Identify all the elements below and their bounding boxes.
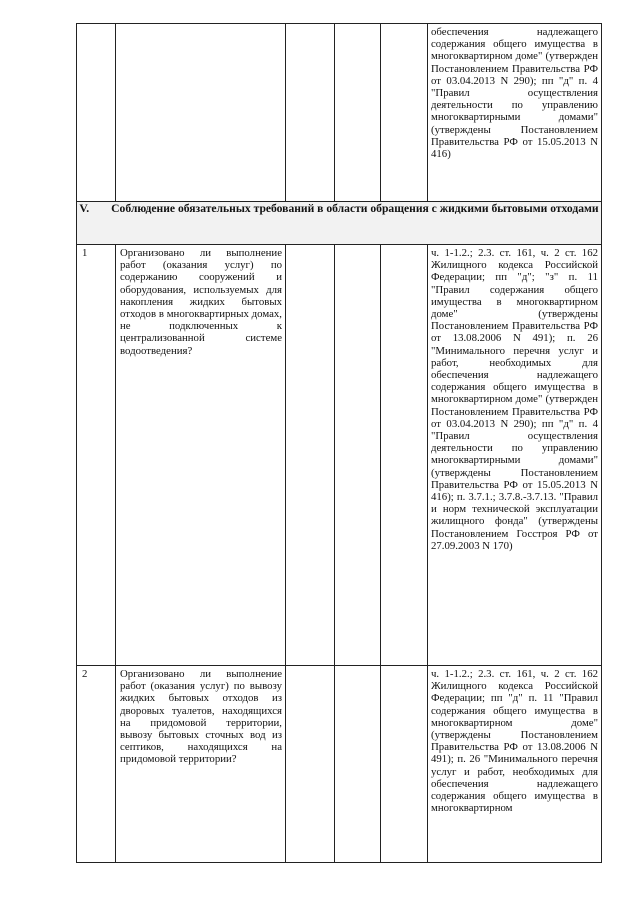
table-row (77, 666, 602, 863)
legal-reference-cell (428, 24, 602, 202)
table-row (77, 24, 602, 202)
table-row (77, 245, 602, 666)
answer-yes-cell[interactable] (286, 666, 335, 863)
question-cell (116, 245, 286, 666)
legal-reference-cell (428, 245, 602, 666)
answer-yes-cell (286, 24, 335, 202)
answer-no-cell[interactable] (335, 245, 381, 666)
legal-reference-text: обеспечения надлежащего содержания общего имущества в многоквартирном доме" (утвержден Постановлением Правительства РФ от 03.04.2013 N 290); пп "д" п. 4 "Правил осуществления деятельности по управлению многоквартирными домами" (утверждены Постановлением Правительства РФ от 15.05.2013 N 416) (431, 26, 598, 161)
answer-na-cell[interactable] (381, 245, 428, 666)
answer-na-cell (381, 24, 428, 202)
answer-no-cell (335, 24, 381, 202)
num-cell (77, 245, 116, 666)
legal-reference-text: ч. 1-1.2.; 2.3. ст. 161, ч. 2 ст. 162 Жилищного кодекса Российской Федерации; пп "д"; "з" п. 11 "Правил содержания общего имущества в многоквартирном доме" (утверждены Постановлением Правительства РФ от 13.08.2006 N 491); п. 26 "Минимального перечня услуг и работ, необходимых для обеспечения надлежащего содержания общего имущества в многоквартирном доме" (утвержден Постановлением Правительства РФ от 03.04.2013 N 290); пп "д" п. 4 "Правил осуществления деятельности по управлению многоквартирными домами" (утверждены Постановлением Правительства РФ от 15.05.2013 N 416); п. 3.7.1.; 3.7.8.-3.7.13. "Правил и норм технической эксплуатации жилищного фонда" (утверждены Постановлением Госстроя РФ от 27.09.2003 N 170) (431, 247, 598, 552)
inspection-checklist-table (76, 23, 602, 863)
answer-na-cell[interactable] (381, 666, 428, 863)
section-header-row (77, 202, 602, 245)
answer-yes-cell[interactable] (286, 245, 335, 666)
section-title: Соблюдение обязательных требований в области обращения с жидкими бытовыми отходами (111, 202, 599, 215)
num-cell (77, 666, 116, 863)
section-number: V. (79, 202, 90, 215)
answer-no-cell[interactable] (335, 666, 381, 863)
section-header (77, 202, 602, 245)
question-text: Организовано ли выполнение работ (оказания услуг) по вывозу жидких бытовых отходов из дворовых туалетов, находящихся на придомовой территории, вывозу бытовых сточных вод из септиков, находящихся на придомовой территории? (120, 668, 282, 766)
row-number: 2 (82, 668, 88, 680)
legal-reference-cell (428, 666, 602, 863)
question-cell (116, 666, 286, 863)
question-text: Организовано ли выполнение работ (оказания услуг) по содержанию сооружений и оборудования, используемых для накопления жидких бытовых отходов в многоквартирных домах, не подключенных к централизованной системе водоотведения? (120, 247, 282, 357)
legal-reference-text: ч. 1-1.2.; 2.3. ст. 161, ч. 2 ст. 162 Жилищного кодекса Российской Федерации; пп "д" п. 11 "Правил содержания общего имущества в многоквартирном доме" (утверждены Постановлением Правительства РФ от 13.08.2006 N 491); п. 26 "Минимального перечня услуг и работ, необходимых для обеспечения надлежащего содержания общего имущества в многоквартирном (431, 668, 598, 815)
question-cell (116, 24, 286, 202)
num-cell (77, 24, 116, 202)
row-number: 1 (82, 247, 88, 259)
